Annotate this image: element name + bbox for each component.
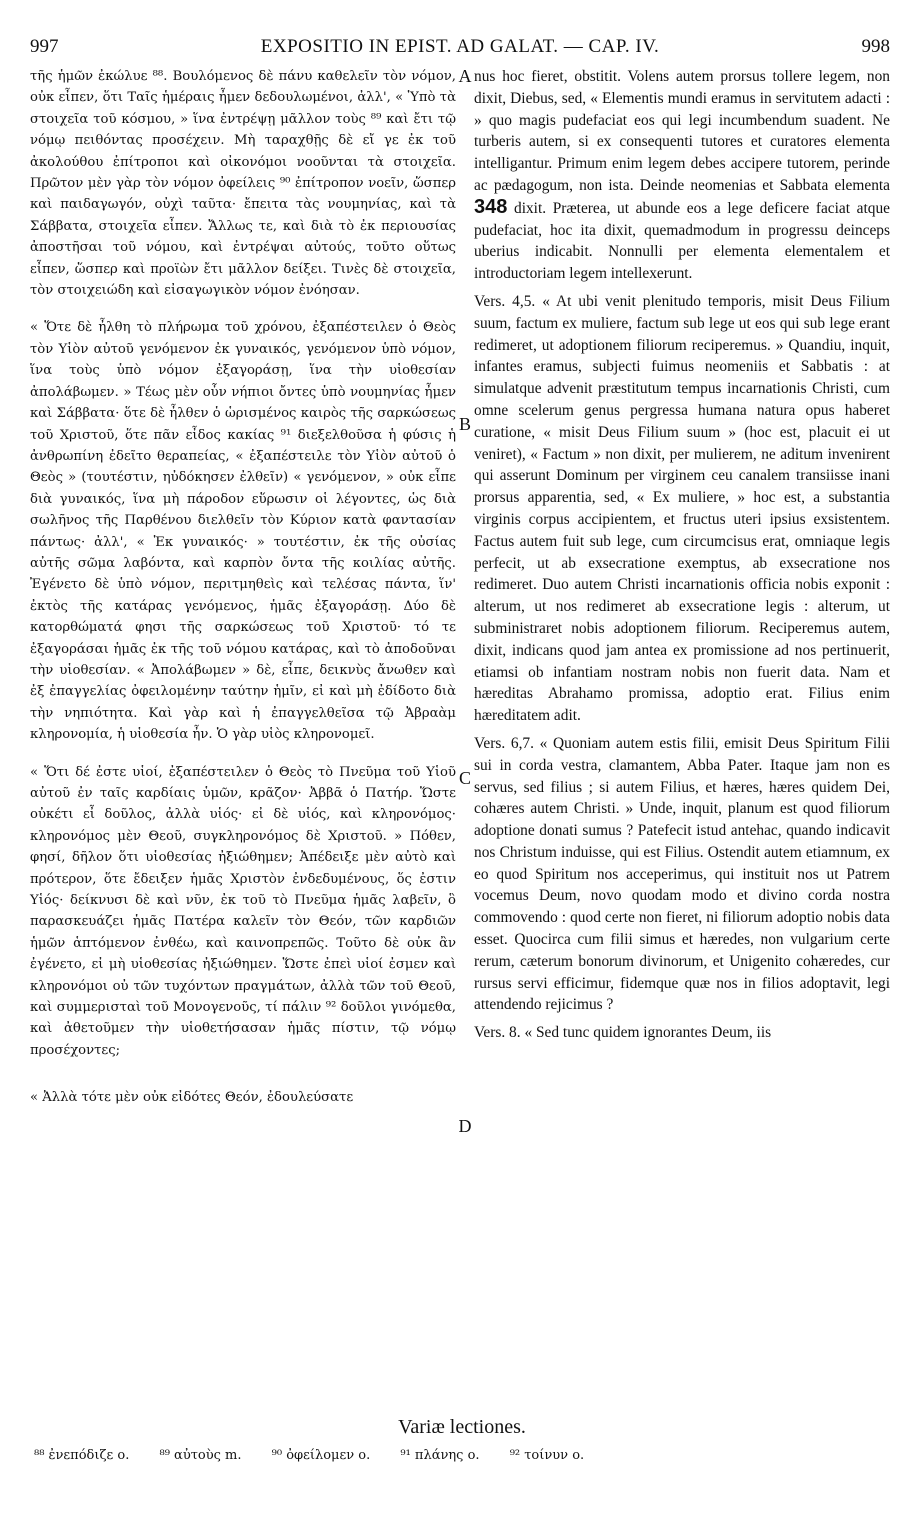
latin-column [474,66,890,1044]
page-number-left: 997 [30,36,59,57]
greek-paragraph: τῆς ἡμῶν ἐκώλυε ⁸⁸. Βουλόμενος δὲ πάνυ καθελεῖν τὸν νόμον, οὐκ εἶπεν, ὅτι Ταῖς ἡμέραις ἦμεν δεδουλωμένοι, ἀλλ', « Ὑπὸ τὰ στοιχεῖα τοῦ κόσμου, » ἵνα ἐντρέψῃ μᾶλλον τοὺς ⁸⁹ καὶ ἔτι τῷ νόμῳ πειθόντας προσέχειν. Μὴ ταραχθῇς δὲ εἴ γε ἐκ τοῦ ἀκολούθου ἐπίτροποι καὶ οἰκονόμοι νοοῦνται τὰ στοιχεῖα. Πρῶτον μὲν γὰρ τὸν νόμον ὀφείλεις ⁹⁰ ἐπίτροπον νοεῖν, ὥσπερ καὶ παιδαγωγόν, οὐχὶ ταῦτα· ἔπειτα τὰς νουμηνίας, καὶ τὰ Σάββατα, στοιχεῖα εἶπεν. Ἄλλως τε, καὶ διὰ τὸ ἐκ περιουσίας ἀποστῆσαι τοῦ νόμου, καὶ ἐντρέψαι αὐτούς, τοῦτο οὕτως εἶπεν, ὥσπερ καὶ προϊὼν ἔτι μᾶλλον δείξει. Τινὲς δὲ στοιχεῖα, τὸν στοιχειώδη καὶ εἰσαγωγικὸν νόμον ἐνόησαν. [30,69,456,299]
greek-column [30,66,456,1109]
section-marker: C [458,768,471,788]
latin-paragraph: Vers. 4,5. « At ubi venit plenitudo temporis, misit Deus Filium suum, factum ex muliere, factum sub lege ut eos qui sub lege erant redimeret, ut adoptionem filiorum reciperemus. » Quandiu, inquit, infantes eramus, subjecti fuimus neomeniis et Sabbatis : at simulatque advenit præstitutum tempus incarnationis Christi, cum omne scelerum genus pergressa humana natura opus haberet curatione, « misit Deus Filium suum » (hoc est, placuit ei ut veniret), « Factum » non dixit, per mulierem, ne aditum invenirent qui asserunt Dominum per virginem ceu canalem transiisse inani prorsus apparentia, sed, « Ex muliere, » hoc est, a substantia virginis corpus accipientem, et fructus uteri ipsius exsistentem. Factus autem fuit sub lege, cum circumcisus erat, omniaque legis perfecit, ut ab exsecratione exemptus, ab exsecratione nos redimeret. Duo autem Christi incarnationis officia nobis exponit : alterum, ut nos redimeret ab exsecratione legis : alterum, ut subministraret nobis adoptionem filiorum. Reciperemus autem, dixit, indicans quod jam antea ex promissione ad nos pertinuerit, etiamsi ob infantiam nostram nobis non fuerit data. Nam et hæreditas Abrahamo promissa, adoptio erat. Filius enim hæreditatem adit. [474,292,890,725]
latin-paragraph: Vers. 8. « Sed tunc quidem ignorantes Deum, iis [474,1024,772,1042]
section-marker: A [458,66,472,86]
running-title: EXPOSITIO IN EPIST. AD GALAT. — CAP. IV. [260,36,660,57]
variant-note: ⁹¹ πλάνης ο. [400,1448,480,1463]
greek-paragraph: « Ἀλλὰ τότε μὲν οὐκ εἰδότες Θεόν, ἐδουλεύσατε [30,1090,354,1106]
variae-lectiones-title: Variæ lectiones. [398,1416,526,1438]
latin-text: nus hoc fieret, obstitit. Volens autem prorsus tollere legem, non dixit, Diebus, sed, « Elementis mundi eramus in servitutem adacti : » quo magis pudefaciat eos qui legi incumbendum suadent. Ne turberis autem, si ex consequenti tutores et curatores elementa intelligantur. Primum enim legem debes accipere tutorem, perinde ac pædagogum, non ista. Deinde neomenias et Sabbata elementa [474,68,890,194]
variant-readings [34,1448,894,1463]
greek-paragraph: « Ὅτι δέ ἐστε υἱοί, ἐξαπέστειλεν ὁ Θεὸς τὸ Πνεῦμα τοῦ Υἱοῦ αὐτοῦ ἐν ταῖς καρδίαις ὑμῶν, κρᾶζον· Ἀββᾶ ὁ Πατήρ. Ὥστε οὐκέτι εἶ δοῦλος, ἀλλὰ υἱός· εἰ δὲ υἱός, καὶ κληρονόμος· κληρονόμος μὲν Θεοῦ, συγκληρονόμος δὲ Χριστοῦ. » Πόθεν, φησί, δῆλον ὅτι υἱοθεσίας ἠξιώθημεν; Ἀπέδειξε μὲν αὐτὸ καὶ πρότερον, ὅτε ἔδειξεν ἡμᾶς Χριστὸν ἐνδεδυμένους, ὅς ἐστιν Υἱός· δείκνυσι δὲ καὶ νῦν, ἐκ τοῦ τὸ Πνεῦμα ἡμᾶς λαβεῖν, ὃ παρασκευάζει ἡμᾶς Πατέρα καλεῖν τὸν Θεόν, τῶν καρδιῶν ἡμῶν ἁπτόμενον ἐνθέω, καὶ καινοπρεπῶς. Τοῦτο δὲ οὐκ ἂν ἐγένετο, εἰ μὴ υἱοθεσίας ἠξιώθημεν. Ὥστε ἐπεὶ υἱοί ἐσμεν καὶ κληρονόμοι οὐ τῶν τυχόντων πραγμάτων, ἀλλὰ τῶν τοῦ Θεοῦ, καὶ συμμερισταὶ τοῦ Μονογενοῦς, τί πάλιν ⁹² δοῦλοι γινόμεθα, καὶ ἀθετοῦμεν τὴν υἱοθετήσασαν ἡμᾶς πίστιν, τῷ νόμῳ προσέχοντες; [30,764,456,1058]
latin-text: dixit. Præterea, ut abunde eos a lege deficere faciat atque pudefaciat, hoc ita dixit, quemadmodum in progressu deinceps uberius indicabit. Nonnulli per elementa elementalem et introductoriam legem intellexerunt. [474,199,890,283]
variant-note: ⁹² τοίνυν ο. [509,1448,585,1463]
variant-note: ⁹⁰ ὀφείλομεν ο. [271,1448,371,1463]
column-section-markers [456,66,474,1406]
column-number: 348 [474,195,508,218]
section-marker: B [458,414,471,434]
section-marker: D [458,1116,472,1136]
variant-note: ⁸⁸ ἐνεπόδιζε ο. [34,1448,130,1463]
page-number-right: 998 [861,36,890,57]
running-header [30,36,890,60]
variant-note: ⁸⁹ αὐτοὺς m. [159,1448,242,1463]
latin-paragraph: Vers. 6,7. « Quoniam autem estis filii, emisit Deus Spiritum Filii sui in corda vestra, clamantem, Abba Pater. Itaque jam non es servus, sed filius ; si autem Filius, et hæres, hæres quidem Dei, cohæres autem Christi. » Unde, inquit, planum est quod filiorum adoptione donati sumus ? Patefecit istud antehac, quando indicavit nos Christum induisse, qui est Filius. Ostendit autem etiamnum, ex eo quod Spiritum nos acceperimus, qui instituit nos ut Patrem vocemus Deum, novo quodam modo et divino corda nostra commovendo : quod certe non fieret, ni filiorum adoptio nobis data esset. Quocirca cum filii simus et hæredes, non vulgarium certe rerum, cæterum bonorum divinorum, et Unigenito cohæredes, cur rursus servi efficimur, fidemque quæ nos in filios adoptavit, legi attendendo rejicimus ? [474,734,890,1014]
greek-paragraph: « Ὅτε δὲ ἦλθη τὸ πλήρωμα τοῦ χρόνου, ἐξαπέστειλεν ὁ Θεὸς τὸν Υἱὸν αὐτοῦ γενόμενον ἐκ γυναικός, γενόμενον ὑπὸ νόμον, ἵνα τοὺς ὑπὸ νόμον ἐξαγοράσῃ, ἵνα τὴν υἱοθεσίαν ἀπολάβωμεν. » Τέως μὲν οὖν νήπιοι ὄντες ὑπὸ νουμηνίας ἦμεν καὶ Σάββατα· ὅτε δὲ ἦλθεν ὁ ὡρισμένος καιρὸς τῆς σαρκώσεως τοῦ Χριστοῦ, ὅτε πᾶν εἶδος κακίας ⁹¹ διεξελθοῦσα ἡ φύσις ἡ ἀνθρωπίνη ἐδεῖτο θεραπείας, « ἐξαπέστειλε τὸν Υἱὸν αὐτοῦ ὁ Θεὸς » (τουτέστιν, ηὐδόκησεν ἐλθεῖν) « γενόμενον, » οὐκ εἶπε διὰ γυναικός, ἵνα μὴ πάροδον εὕρωσιν οἱ λέγοντες, ὡς διὰ σωλῆνος τῆς Παρθένου διελθεῖν τὸν Κύριον κατὰ φαντασίαν πάντως· ἀλλ', « Ἐκ γυναικός· » τουτέστιν, ἐκ τῆς οὐσίας αὐτῆς σῶμα λαβόντα, καὶ καρπὸν ὄντα τῆς κοιλίας αὐτῆς. Ἐγένετο δὲ ὑπὸ νόμον, περιτμηθεὶς καὶ τελέσας πάντα, ἵν' ἐκτὸς τῆς κατάρας γενόμενος, ἡμᾶς ἐξαγοράσῃ. Δύο δὲ κατορθώματά φησι τῆς σαρκώσεως τοῦ Χριστοῦ· τό τε ἐξαγοράσαι ἡμᾶς ἐκ τῆς τοῦ νόμου κατάρας, καὶ τὸ ἀποδοῦναι τὴν υἱοθεσίαν. « Ἀπολάβωμεν » δὲ, εἶπε, δεικνὺς ἄνωθεν καὶ ἐξ ἐπαγγελίας ὀφειλομένην ταύτην ἡμῖν, εἰ καὶ μὴ ἐδίδοτο διὰ τὴν νηπιότητα. Καὶ γὰρ καὶ ἡ ἐπαγγελθεῖσα τῷ Ἀβραὰμ κληρονομία, ἡ υἱοθεσία ἦν. Ὁ γὰρ υἱὸς κληρονομεῖ. [30,320,456,743]
latin-paragraph [474,66,890,285]
